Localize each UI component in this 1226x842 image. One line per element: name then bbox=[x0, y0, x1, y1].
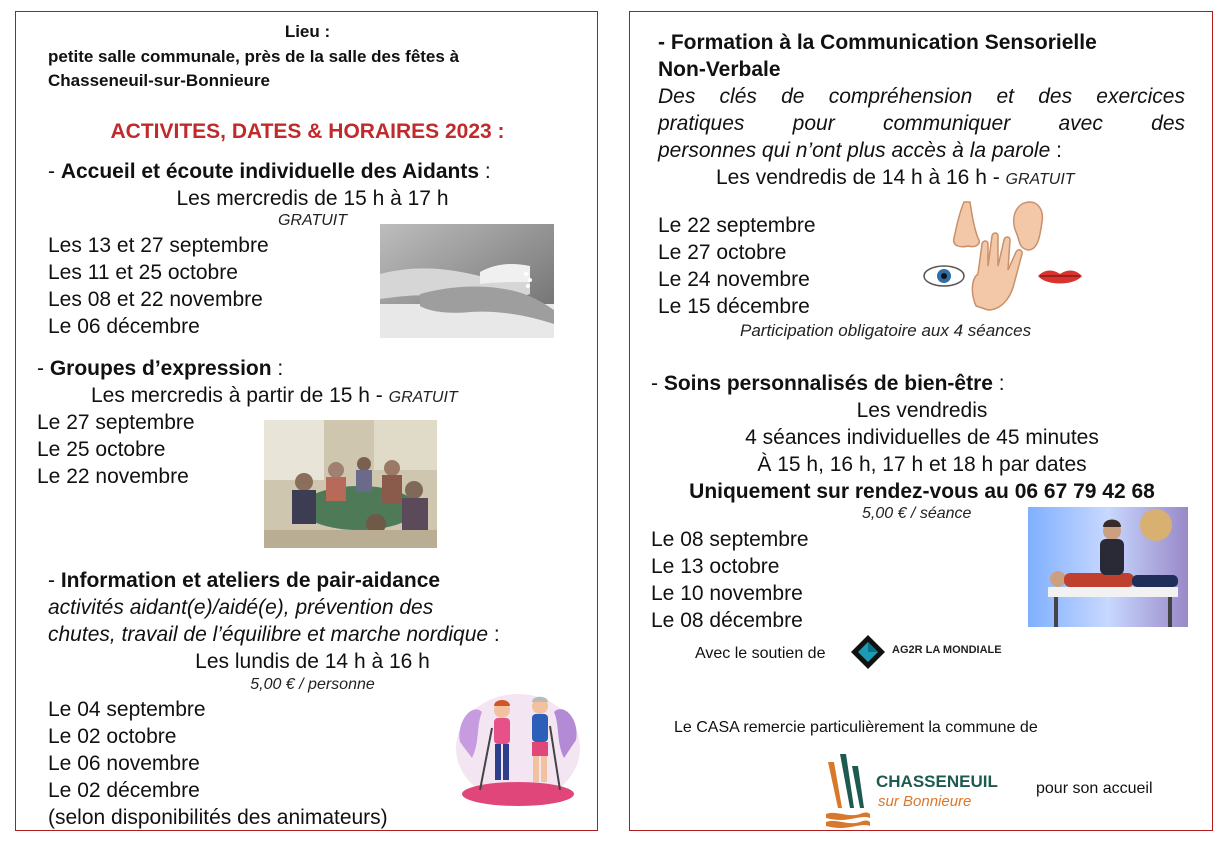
nordic-walking-illustration bbox=[452, 682, 584, 808]
senses-illustration bbox=[920, 196, 1090, 320]
info-desc-line-2 bbox=[48, 621, 500, 648]
formation-price: GRATUIT bbox=[1005, 171, 1075, 188]
accueil-date-4: Le 06 décembre bbox=[48, 315, 200, 338]
accueil-date-3: Les 08 et 22 novembre bbox=[48, 288, 263, 311]
accueil-date-2: Les 11 et 25 octobre bbox=[48, 261, 238, 284]
chasseneuil-logo-subtext: sur Bonnieure bbox=[878, 793, 972, 810]
soins-title bbox=[651, 370, 1005, 397]
massage-photo bbox=[1028, 507, 1188, 627]
accueil-price: GRATUIT bbox=[277, 212, 348, 229]
lieu-line-1: petite salle communale, près de la salle des fêtes à bbox=[48, 47, 460, 66]
groupes-title-text: Groupes d’expression bbox=[49, 357, 272, 380]
accueil-thanks-text: pour son accueil bbox=[1036, 780, 1153, 797]
colon: : bbox=[992, 372, 1005, 395]
colon: : bbox=[488, 623, 500, 646]
soins-date-4: Le 08 décembre bbox=[651, 609, 803, 632]
groupes-price: GRATUIT bbox=[388, 389, 458, 406]
ag2r-logo-text: AG2R LA MONDIALE bbox=[892, 644, 1002, 656]
formation-title-line-2: Non-Verbale bbox=[658, 58, 781, 81]
formation-desc-line-1: Des clés de compréhension et des exercices bbox=[658, 85, 1185, 108]
dash: - bbox=[651, 372, 664, 395]
meeting-room-photo bbox=[264, 420, 437, 548]
soins-rdv: Uniquement sur rendez-vous au 06 67 79 42 68 bbox=[689, 480, 1155, 503]
thanks-text: Le CASA remercie particulièrement la commune de bbox=[674, 719, 1038, 736]
info-date-4: Le 02 décembre bbox=[48, 779, 200, 802]
groupes-date-3: Le 22 novembre bbox=[37, 465, 189, 488]
formation-schedule-text: Les vendredis de 14 h à 16 h - bbox=[716, 166, 1006, 189]
soins-line-1: Les vendredis bbox=[856, 399, 988, 422]
formation-note: Participation obligatoire aux 4 séances bbox=[740, 321, 1032, 340]
info-date-1: Le 04 septembre bbox=[48, 698, 206, 721]
formation-title-line-1: - Formation à la Communication Sensorielle bbox=[658, 31, 1097, 54]
holding-hands-photo bbox=[380, 224, 554, 338]
info-date-3: Le 06 novembre bbox=[48, 752, 200, 775]
info-title bbox=[48, 567, 440, 594]
colon: : bbox=[271, 357, 284, 380]
dash: - bbox=[37, 357, 50, 380]
chasseneuil-logo bbox=[824, 752, 1004, 830]
formation-desc-line-3 bbox=[658, 137, 1062, 164]
formation-date-4: Le 15 décembre bbox=[658, 295, 810, 318]
ag2r-logo-icon bbox=[850, 634, 886, 670]
colon: : bbox=[479, 160, 491, 183]
formation-date-2: Le 27 octobre bbox=[658, 241, 787, 264]
info-date-2: Le 02 octobre bbox=[48, 725, 177, 748]
page-heading: ACTIVITES, DATES & HORAIRES 2023 : bbox=[110, 120, 505, 143]
accueil-schedule: Les mercredis de 15 h à 17 h bbox=[176, 187, 449, 210]
info-schedule: Les lundis de 14 h à 16 h bbox=[195, 650, 430, 673]
formation-desc-line-2: pratiques pour communiquer avec des bbox=[658, 112, 1185, 135]
chasseneuil-logo-icon bbox=[824, 752, 872, 830]
soins-line-2: 4 séances individuelles de 45 minutes bbox=[745, 426, 1099, 449]
groupes-title bbox=[37, 355, 283, 382]
formation-date-1: Le 22 septembre bbox=[658, 214, 816, 237]
accueil-date-1: Les 13 et 27 septembre bbox=[48, 234, 269, 257]
lieu-line-2: Chasseneuil-sur-Bonnieure bbox=[48, 71, 270, 90]
ag2r-logo bbox=[850, 634, 1020, 670]
formation-schedule bbox=[716, 164, 1075, 193]
formation-date-3: Le 24 novembre bbox=[658, 268, 810, 291]
formation-desc-line-3-text: personnes qui n’ont plus accès à la parole bbox=[658, 139, 1051, 162]
colon: : bbox=[1050, 139, 1062, 162]
left-panel bbox=[15, 11, 598, 831]
soins-date-3: Le 10 novembre bbox=[651, 582, 803, 605]
accueil-title-text: Accueil et écoute individuelle des Aidants bbox=[60, 160, 479, 183]
lieu-label: Lieu : bbox=[284, 22, 331, 41]
support-text: Avec le soutien de bbox=[695, 645, 826, 662]
info-desc-line-2-text: chutes, travail de l’équilibre et marche nordique bbox=[48, 623, 489, 646]
groupes-date-1: Le 27 septembre bbox=[37, 411, 195, 434]
right-panel bbox=[629, 11, 1213, 831]
soins-line-3: À 15 h, 16 h, 17 h et 18 h par dates bbox=[757, 453, 1087, 476]
info-title-text: Information et ateliers de pair-aidance bbox=[60, 569, 441, 592]
chasseneuil-logo-text: CHASSENEUIL bbox=[876, 772, 998, 791]
soins-price: 5,00 € / séance bbox=[862, 505, 972, 522]
groupes-date-2: Le 25 octobre bbox=[37, 438, 166, 461]
groupes-schedule bbox=[91, 382, 458, 411]
dash: - bbox=[48, 160, 61, 183]
soins-date-2: Le 13 octobre bbox=[651, 555, 780, 578]
info-price: 5,00 € / personne bbox=[250, 676, 375, 693]
dash: - bbox=[48, 569, 61, 592]
soins-date-1: Le 08 septembre bbox=[651, 528, 809, 551]
accueil-title bbox=[48, 158, 491, 185]
soins-title-text: Soins personnalisés de bien-être bbox=[663, 372, 993, 395]
info-note: (selon disponibilités des animateurs) bbox=[48, 806, 388, 829]
groupes-schedule-text: Les mercredis à partir de 15 h - bbox=[91, 384, 389, 407]
info-desc-line-1: activités aidant(e)/aidé(e), prévention des bbox=[48, 596, 434, 619]
